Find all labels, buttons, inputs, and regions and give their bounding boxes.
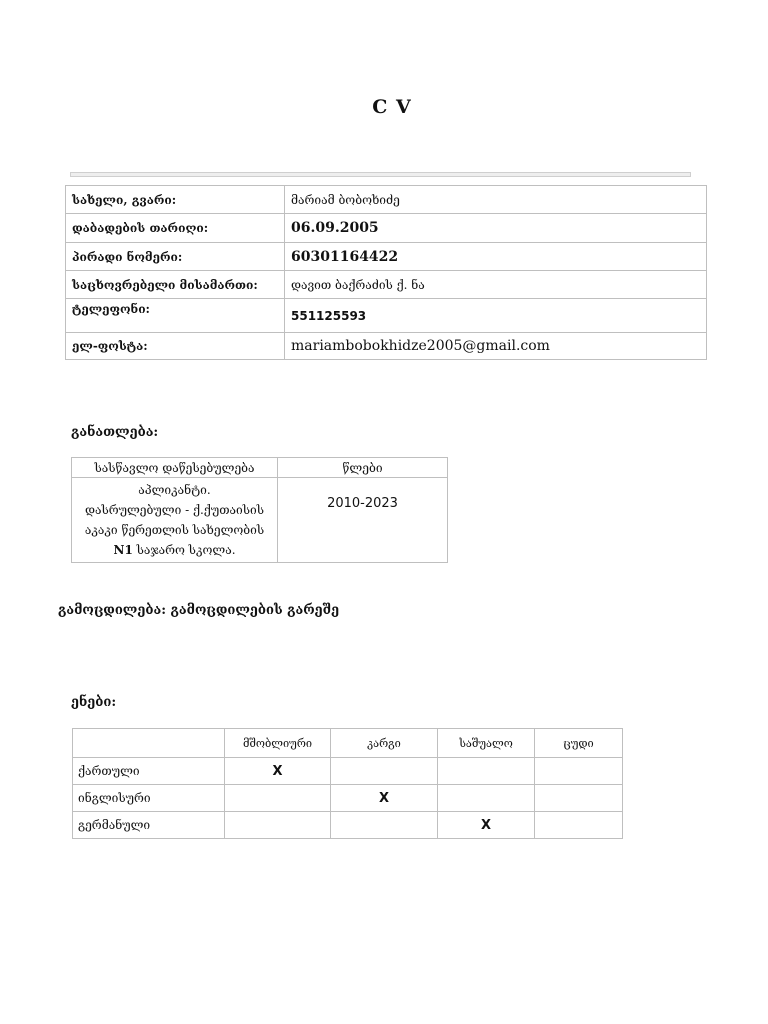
level-header-good: კარგი bbox=[331, 729, 438, 758]
personal-info-table bbox=[65, 185, 707, 360]
phone-label: ტელეფონი: bbox=[66, 299, 285, 333]
birthdate-label: დაბადების თარიღი: bbox=[66, 214, 285, 243]
table-row bbox=[73, 758, 623, 785]
table-row bbox=[73, 785, 623, 812]
table-row bbox=[66, 243, 707, 271]
years-header: წლები bbox=[278, 458, 448, 478]
level-mark bbox=[438, 758, 535, 785]
email-value: mariambobokhidze2005@gmail.com bbox=[285, 333, 707, 360]
address-label: საცხოვრებელი მისამართი: bbox=[66, 271, 285, 299]
level-mark bbox=[331, 758, 438, 785]
language-name: ქართული bbox=[73, 758, 225, 785]
years-cell: 2010-2023 bbox=[278, 478, 448, 563]
institution-line: აპლიკანტი. bbox=[138, 483, 211, 497]
languages-heading: ენები: bbox=[71, 695, 117, 710]
table-row bbox=[72, 478, 448, 563]
level-mark: X bbox=[225, 758, 331, 785]
address-value: დავით ბაქრაძის ქ. ნა bbox=[285, 271, 707, 299]
table-row bbox=[66, 299, 707, 333]
languages-table bbox=[72, 728, 623, 839]
level-header-medium: საშუალო bbox=[438, 729, 535, 758]
institution-header: სასწავლო დაწესებულება bbox=[72, 458, 278, 478]
birthdate-value: 06.09.2005 bbox=[285, 214, 707, 243]
experience-text: გამოცდილება: გამოცდილების გარეშე bbox=[58, 603, 340, 618]
education-table bbox=[71, 457, 448, 563]
table-row bbox=[66, 271, 707, 299]
education-heading: განათლება: bbox=[71, 425, 159, 440]
name-value: მარიამ ბობოხიძე bbox=[285, 186, 707, 214]
level-mark: X bbox=[331, 785, 438, 812]
empty-header-cell bbox=[73, 729, 225, 758]
institution-line bbox=[76, 540, 273, 560]
level-mark bbox=[438, 785, 535, 812]
school-name: საჯარო სკოლა. bbox=[132, 543, 236, 557]
level-mark: X bbox=[438, 812, 535, 839]
level-header-poor: ცუდი bbox=[535, 729, 623, 758]
institution-cell bbox=[72, 478, 278, 563]
phone-value: 551125593 bbox=[285, 299, 707, 333]
level-mark bbox=[225, 785, 331, 812]
cv-title: C V bbox=[372, 96, 412, 118]
personal-number-value: 60301164422 bbox=[285, 243, 707, 271]
table-header-row bbox=[73, 729, 623, 758]
email-label: ელ-ფოსტა: bbox=[66, 333, 285, 360]
name-label: სახელი, გვარი: bbox=[66, 186, 285, 214]
level-mark bbox=[331, 812, 438, 839]
level-mark bbox=[225, 812, 331, 839]
table-row bbox=[66, 333, 707, 360]
table-row bbox=[66, 186, 707, 214]
table-row bbox=[66, 214, 707, 243]
personal-number-label: პირადი ნომერი: bbox=[66, 243, 285, 271]
horizontal-divider bbox=[70, 172, 691, 177]
institution-line: დასრულებული - ქ.ქუთაისის bbox=[84, 503, 265, 517]
level-header-native: მშობლიური bbox=[225, 729, 331, 758]
level-mark bbox=[535, 785, 623, 812]
language-name: ინგლისური bbox=[73, 785, 225, 812]
language-name: გერმანული bbox=[73, 812, 225, 839]
school-number: N1 bbox=[113, 543, 133, 557]
table-header-row bbox=[72, 458, 448, 478]
table-row bbox=[73, 812, 623, 839]
level-mark bbox=[535, 758, 623, 785]
level-mark bbox=[535, 812, 623, 839]
institution-line: აკაკი წერეთლის სახელობის bbox=[84, 523, 265, 537]
